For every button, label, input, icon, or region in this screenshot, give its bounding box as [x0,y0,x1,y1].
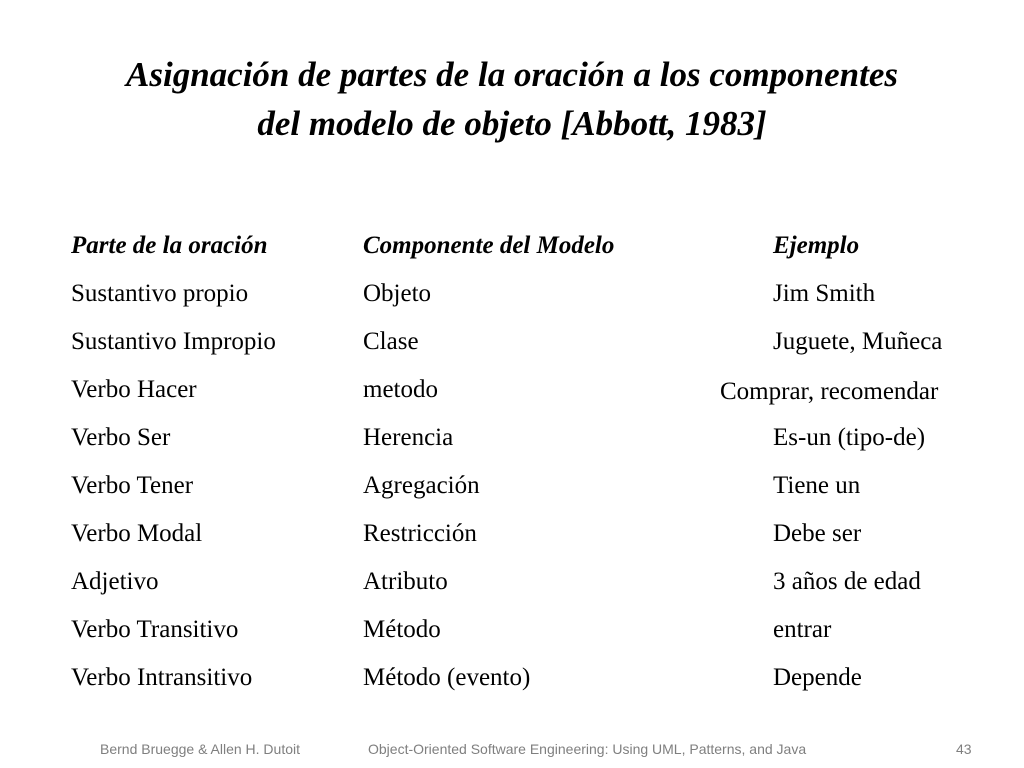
footer-book-title: Object-Oriented Software Engineering: Using UML, Patterns, and Java [368,741,807,757]
example-cell: entrar [773,616,832,643]
example-cell: Juguete, Muñeca [773,328,943,355]
part-of-speech-cell: Verbo Modal [71,520,203,547]
model-component-cell: Método (evento) [363,664,531,691]
example-cell: 3 años de edad [773,568,921,595]
table-row [0,462,1024,510]
model-component-cell: Objeto [363,280,432,307]
part-of-speech-cell: Verbo Intransitivo [71,664,253,691]
footer-authors: Bernd Bruegge & Allen H. Dutoit [100,741,301,757]
example-cell: Debe ser [773,520,862,547]
table-row [0,654,1024,702]
example-cell: Es-un (tipo-de) [773,424,926,451]
header-part-of-speech: Parte de la oración [71,232,268,259]
part-of-speech-cell: Sustantivo propio [71,280,249,307]
part-of-speech-cell: Verbo Ser [71,424,171,451]
model-component-cell: Herencia [363,424,454,451]
footer-page-number: 43 [956,741,972,757]
table-header-row [0,222,1024,270]
mapping-table [0,222,1024,702]
model-component-cell: Agregación [363,472,480,499]
slide-title [40,50,984,148]
table-row [0,270,1024,318]
header-model-component: Componente del Modelo [363,232,615,259]
title-line-1: Asignación de partes de la oración a los componentes [126,55,898,94]
part-of-speech-cell: Verbo Hacer [71,376,197,403]
part-of-speech-cell: Verbo Transitivo [71,616,239,643]
title-line-2: del modelo de objeto [Abbott, 1983] [257,104,767,143]
header-example: Ejemplo [773,232,860,259]
example-cell: Tiene un [773,472,861,499]
example-cell: Jim Smith [773,280,876,307]
part-of-speech-cell: Adjetivo [71,568,159,595]
part-of-speech-cell: Sustantivo Impropio [71,328,276,355]
example-cell: Comprar, recomendar [720,378,939,405]
table-row [0,510,1024,558]
model-component-cell: Método [363,616,441,643]
part-of-speech-cell: Verbo Tener [71,472,194,499]
model-component-cell: Restricción [363,520,477,547]
table-row [0,558,1024,606]
model-component-cell: metodo [363,376,438,403]
table-row [0,366,1024,414]
table-row [0,414,1024,462]
example-cell: Depende [773,664,862,691]
table-row [0,318,1024,366]
model-component-cell: Clase [363,328,419,355]
table-row [0,606,1024,654]
model-component-cell: Atributo [363,568,448,595]
